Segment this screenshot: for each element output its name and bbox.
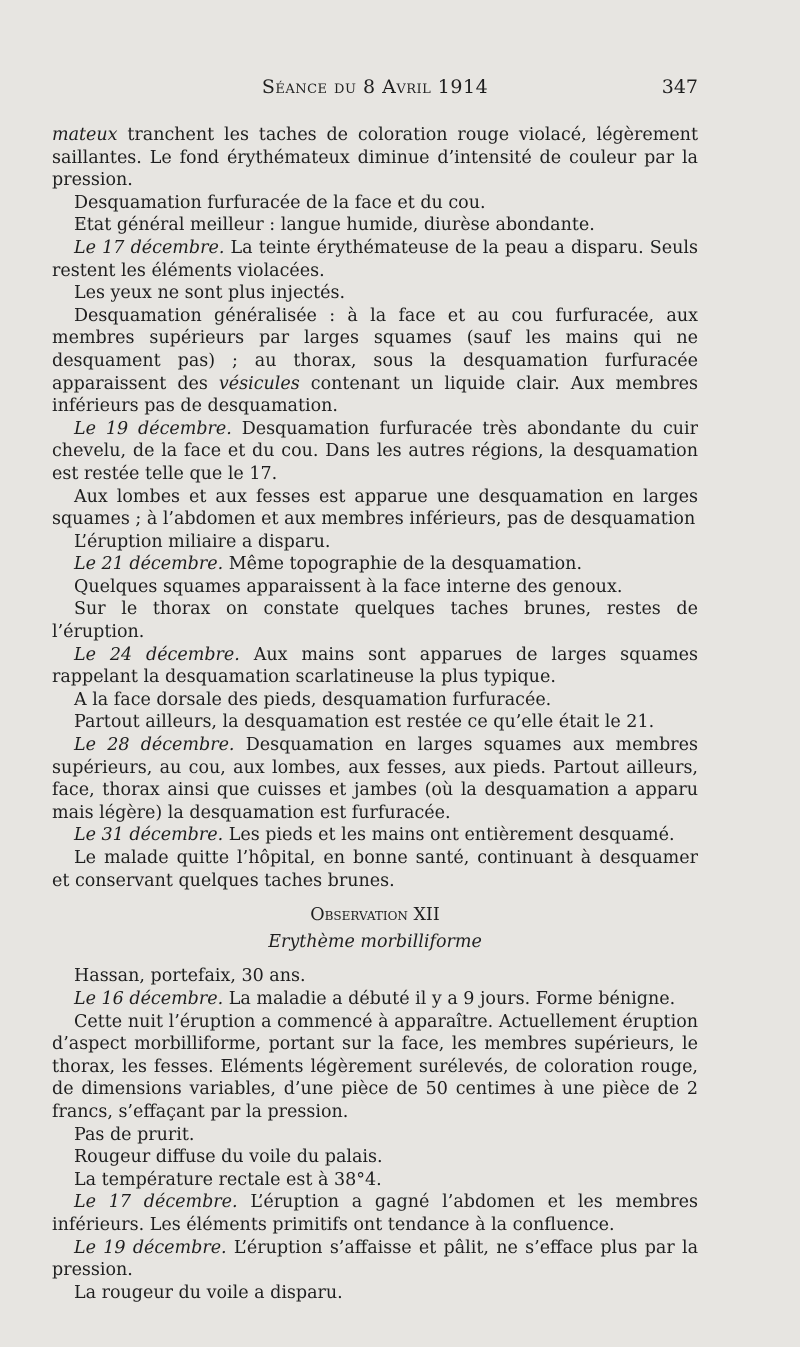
paragraph: [52, 237, 698, 282]
paragraph-text: contenant un liquide clair. Aux membres inférieurs pas de desquamation.: [52, 373, 698, 417]
paragraph: Hassan, portefaix, 30 ans.: [74, 966, 306, 987]
paragraph: [52, 734, 698, 824]
entry-date: Le 16 décembre.: [74, 988, 224, 1009]
entry-date: Le 28 décembre.: [74, 735, 235, 756]
italic-word: mateux: [52, 125, 118, 145]
paragraph-text: Desquamation furfuracée très abondante du cuir chevelu, de la face et du cou. Dans les autres régions, la desquamation est restée telle que le 17.: [52, 418, 698, 484]
paragraph-text: La maladie a débuté il y a 9 jours. Forme bénigne.: [223, 988, 676, 1009]
italic-word: vésicules: [218, 373, 300, 394]
paragraph: Les yeux ne sont plus injectés.: [74, 283, 346, 304]
paragraph-text: L’éruption s’affaisse et pâlit, ne s’efface plus par la pression.: [52, 1237, 699, 1281]
entry-date: Le 21 décembre.: [74, 554, 224, 575]
paragraph-text: tranchent les taches de coloration rouge violacé, légèrement saillantes. Le fond érythémateux diminue d’intensité de couleur par la pression.: [52, 125, 698, 191]
entry-date: Le 24 décembre.: [74, 644, 240, 665]
entry-date: Le 17 décembre.: [74, 1192, 238, 1213]
paragraph: A la face dorsale des pieds, desquamation furfuracée.: [74, 689, 552, 710]
paragraph: [52, 644, 698, 689]
observation-title: Observation XII: [310, 905, 440, 926]
paragraph: Quelques squames apparaissent à la face interne des genoux.: [74, 576, 623, 597]
paragraph: [52, 553, 698, 576]
paragraph: Le malade quitte l’hôpital, en bonne santé, continuant à desquamer et conservant quelques taches brunes.: [52, 848, 698, 891]
running-header: [52, 76, 698, 106]
paragraph: Desquamation furfuracée de la face et du cou.: [74, 192, 486, 213]
paragraph: [52, 1191, 698, 1236]
paragraph: Sur le thorax on constate quelques taches brunes, restes de l’éruption.: [52, 599, 698, 643]
entry-date: Le 17 décembre.: [74, 237, 225, 258]
paragraph: [52, 124, 698, 192]
running-title: Séance du 8 Avril 1914: [261, 76, 489, 98]
page-number: 347: [661, 76, 698, 98]
entry-date: Le 19 décembre.: [74, 1237, 227, 1258]
observation-subtitle: Erythème morbilliforme: [268, 931, 482, 952]
paragraph-text: Desquamation en larges squames aux membres supérieurs, au cou, aux lombes, aux fesses, aux pieds. Partout ailleurs, face, thorax ainsi que cuisses et jambes (où la desquamation a apparu mais légère) la desquamation est furfuracée.: [52, 735, 698, 823]
paragraph-text: Les pieds et les mains ont entièrement desquamé.: [223, 825, 675, 846]
entry-date: Le 19 décembre.: [74, 418, 232, 439]
paragraph: La température rectale est à 38°4.: [74, 1169, 382, 1190]
paragraph-text: Aux mains sont apparues de larges squames rappelant la desquamation scarlatineuse la plus typique.: [52, 644, 698, 688]
paragraph: [52, 305, 698, 418]
paragraph-text: Desquamation généralisée : à la face et au cou furfuracée, aux membres supérieurs par larges squames (sauf les mains qui ne desquament pas) ; au thorax, sous la desquamation furfuracée apparaissent des: [52, 305, 698, 394]
entry-date: Le 31 décembre.: [74, 825, 224, 846]
paragraph: Cette nuit l’éruption a commencé à apparaître. Actuellement éruption d’aspect morbilliforme, portant sur la face, les membres supérieurs, le thorax, les fesses. Eléments légèrement surélevés, de coloration rouge, de dimensions variables, d’une pièce de 50 centimes à une pièce de 2 francs, s’effaçant par la pression.: [52, 1011, 698, 1122]
paragraph: Aux lombes et aux fesses est apparue une desquamation en larges squames ; à l’abdomen et aux membres inférieurs, pas de desquamation: [52, 486, 698, 530]
paragraph-text: L’éruption a gagné l’abdomen et les membres inférieurs. Les éléments primitifs ont tendance à la confluence.: [52, 1192, 698, 1235]
paragraph: La rougeur du voile a disparu.: [74, 1282, 343, 1303]
paragraph: L’éruption miliaire a disparu.: [74, 531, 331, 552]
paragraph: Rougeur diffuse du voile du palais.: [74, 1147, 383, 1168]
paragraph: Partout ailleurs, la desquamation est restée ce qu’elle était le 21.: [74, 712, 655, 733]
paragraph-text: La teinte érythémateuse de la peau a disparu. Seuls restent les éléments violacées.: [52, 237, 699, 281]
paragraph: [52, 988, 698, 1011]
paragraph: [52, 418, 698, 486]
paragraph: [52, 824, 698, 847]
paragraph-text: Même topographie de la desquamation.: [223, 554, 583, 575]
paragraph: Pas de prurit.: [74, 1124, 195, 1145]
paragraph: Etat général meilleur : langue humide, diurèse abondante.: [74, 215, 595, 236]
body-text: [52, 124, 698, 1304]
paragraph: [52, 1237, 698, 1282]
